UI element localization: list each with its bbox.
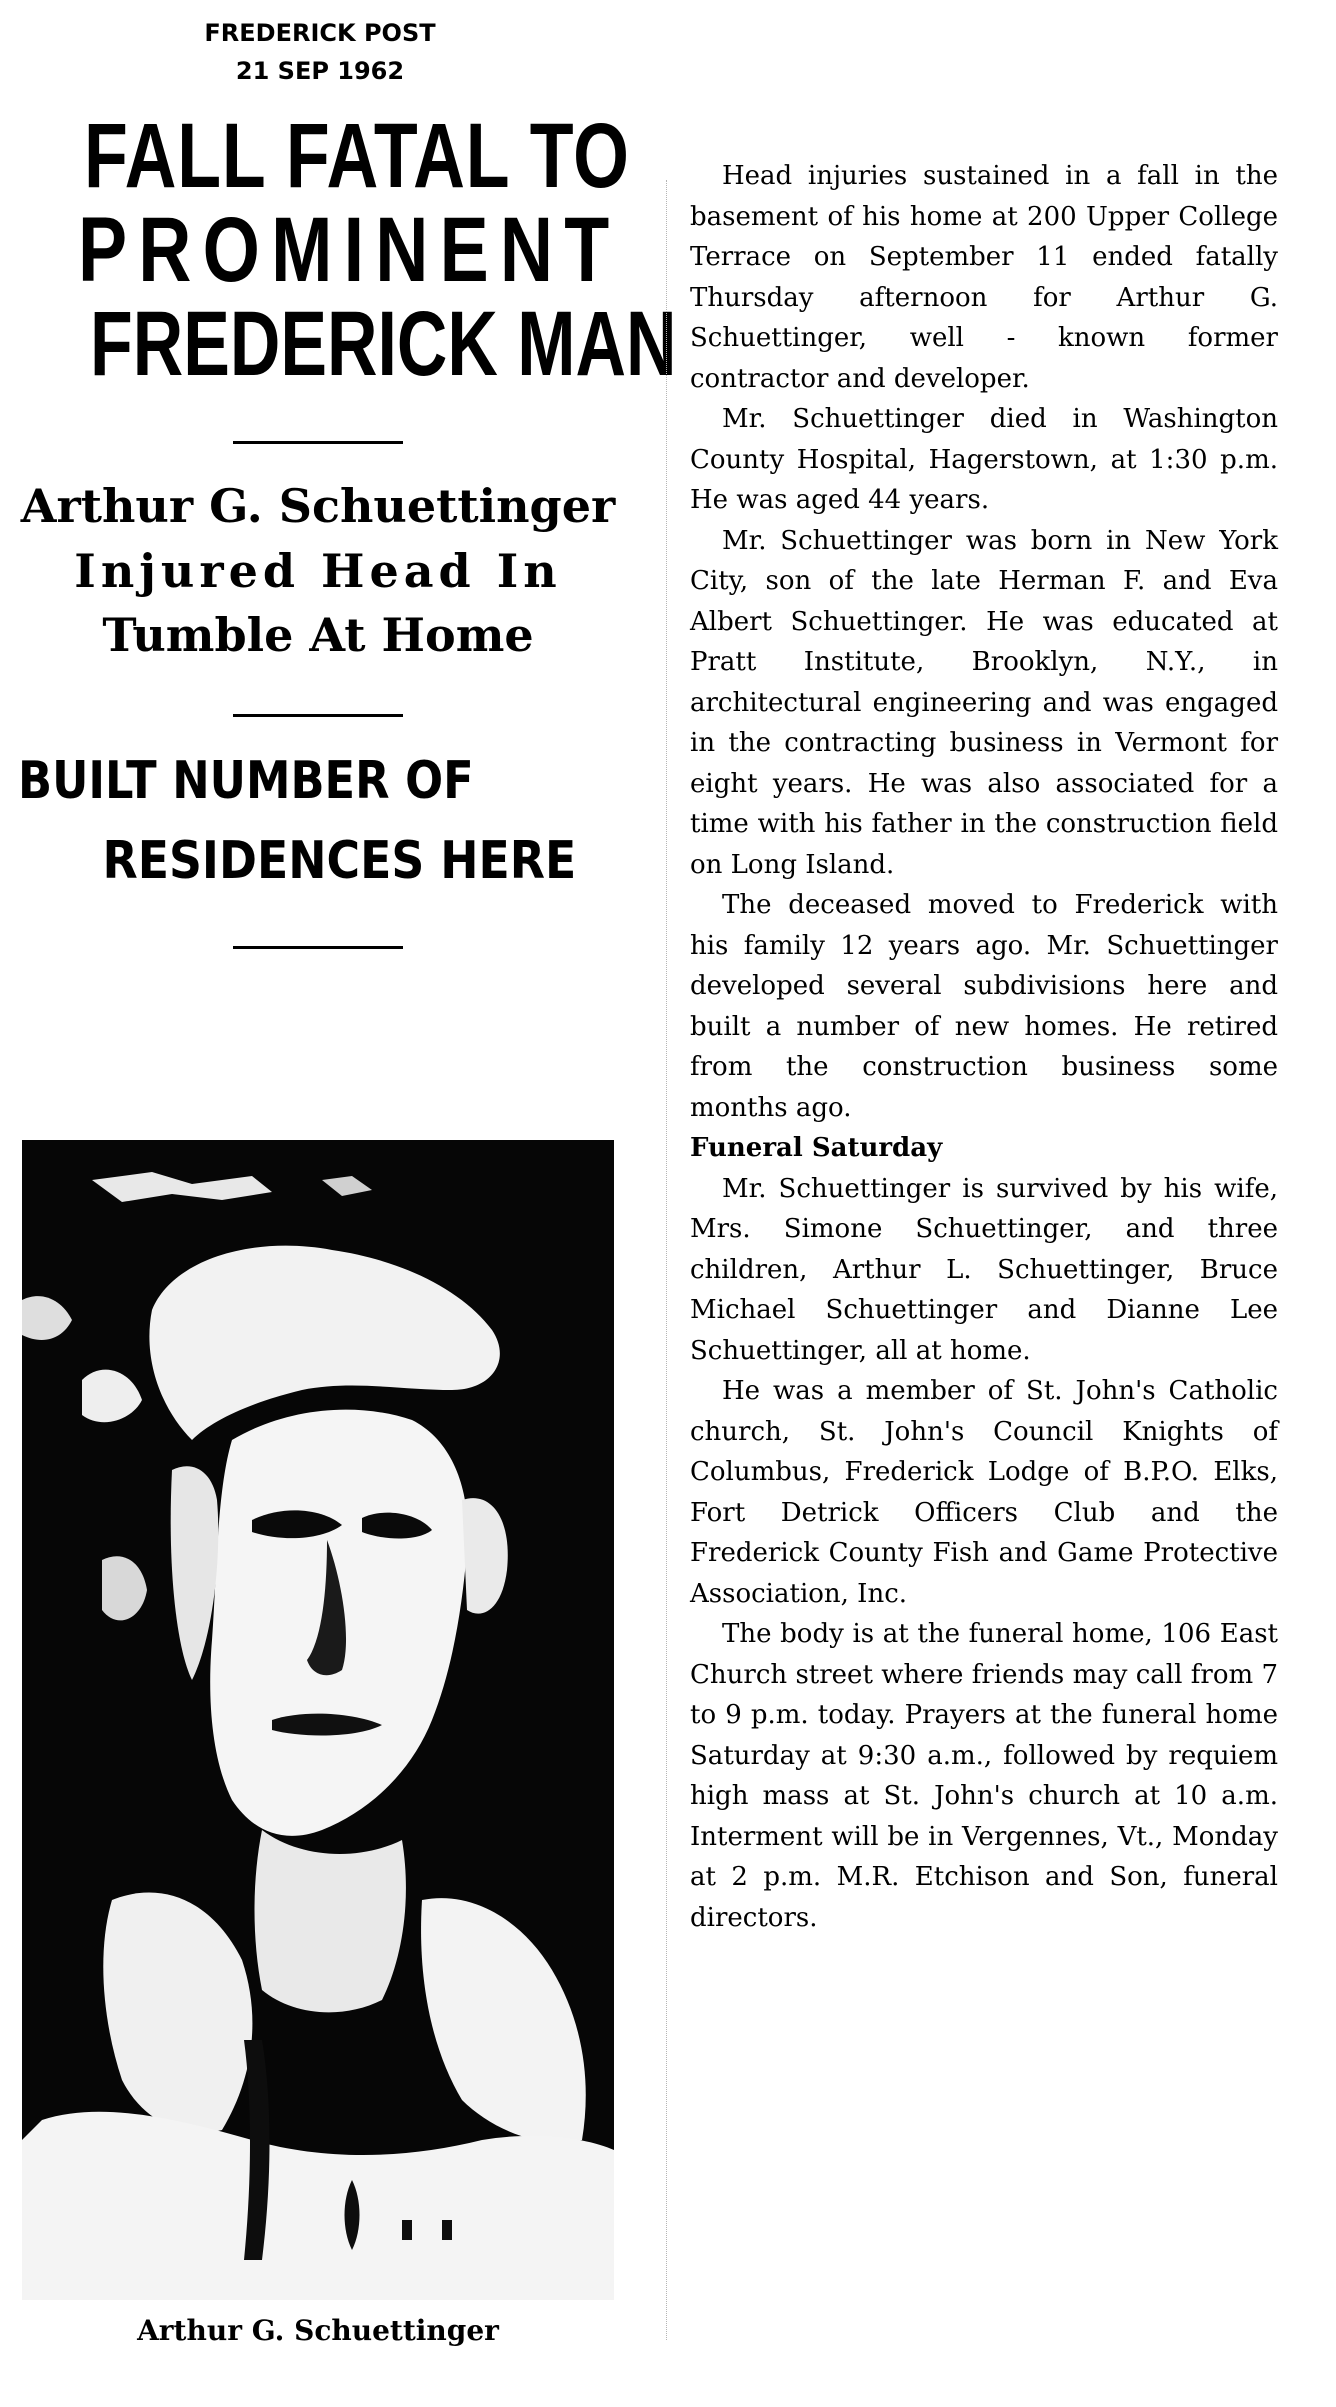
publication-date: 21 SEP 1962 [235, 57, 405, 85]
source-header [150, 14, 490, 90]
portrait-photo [22, 1140, 614, 2300]
photo-caption: Arthur G. Schuettinger [137, 2314, 499, 2347]
article-paragraph: Mr. Schuettinger was born in New York City, son of the late Herman F. and Eva Albert Schuettinger. He was educated at Pratt Institute, Brooklyn, N.Y., in architectural engineering and was engaged in the contracting business in Vermont for eight years. He was also associated for a time with his father in the construction field on Long Island. [690, 525, 1278, 880]
deck-divider [233, 714, 403, 717]
headline-line-1: FALL FATAL TO [84, 105, 630, 207]
deck-headline [18, 474, 618, 667]
subheadline-line-1: BUILT NUMBER OF [18, 750, 474, 811]
subheadline-divider [233, 946, 403, 949]
headline-line-3: FREDERICK MAN [90, 292, 677, 395]
deck-line-2: Injured Head In [74, 543, 562, 598]
subheadline-line-2: RESIDENCES HERE [102, 831, 577, 892]
headline-divider [233, 441, 403, 444]
article-paragraph: Mr. Schuettinger is survived by his wife, Mrs. Simone Schuettinger, and three children, Arthur L. Schuettinger, Bruce Michael Schuettinger and Dianne Lee Schuettinger, all at home. [690, 1173, 1278, 1366]
article-paragraph: He was a member of St. John's Catholic church, St. John's Council Knights of Columbus, Frederick Lodge of B.P.O. Elks, Fort Detrick Officers Club and the Frederick County Fish and Game Protective Association, Inc. [690, 1376, 1278, 1609]
article-subheading: Funeral Saturday [690, 1133, 943, 1163]
sub-headline [18, 741, 618, 902]
deck-line-3: Tumble At Home [102, 608, 534, 663]
article-paragraph: Mr. Schuettinger died in Washington County Hospital, Hagerstown, at 1:30 p.m. He was aged 44 years. [690, 404, 1278, 515]
publication-name: FREDERICK POST [204, 19, 436, 47]
article-body [690, 156, 1278, 1938]
column-divider [666, 180, 667, 2340]
main-headline [18, 105, 677, 395]
deck-line-1: Arthur G. Schuettinger [20, 479, 616, 534]
article-paragraph: Head injuries sustained in a fall in the basement of his home at 200 Upper College Terrace on September 11 ended fatally Thursday afternoon for Arthur G. Schuettinger, well - known former contractor and developer. [690, 161, 1278, 394]
article-paragraph: The body is at the funeral home, 106 East Church street where friends may call from 7 to 9 p.m. today. Prayers at the funeral home Saturday at 9:30 a.m., followed by requiem high mass at St. John's church at 10 a.m. Interment will be in Vergennes, Vt., Monday at 2 p.m. M.R. Etchison and Son, funeral directors. [690, 1619, 1278, 1933]
article-paragraph: The deceased moved to Frederick with his family 12 years ago. Mr. Schuettinger developed several subdivisions here and built a number of new homes. He retired from the construction business some months ago. [690, 890, 1278, 1123]
portrait-photo-graphic [22, 1140, 614, 2300]
headline-line-2: PROMINENT [78, 198, 621, 301]
headline-column [18, 105, 677, 949]
